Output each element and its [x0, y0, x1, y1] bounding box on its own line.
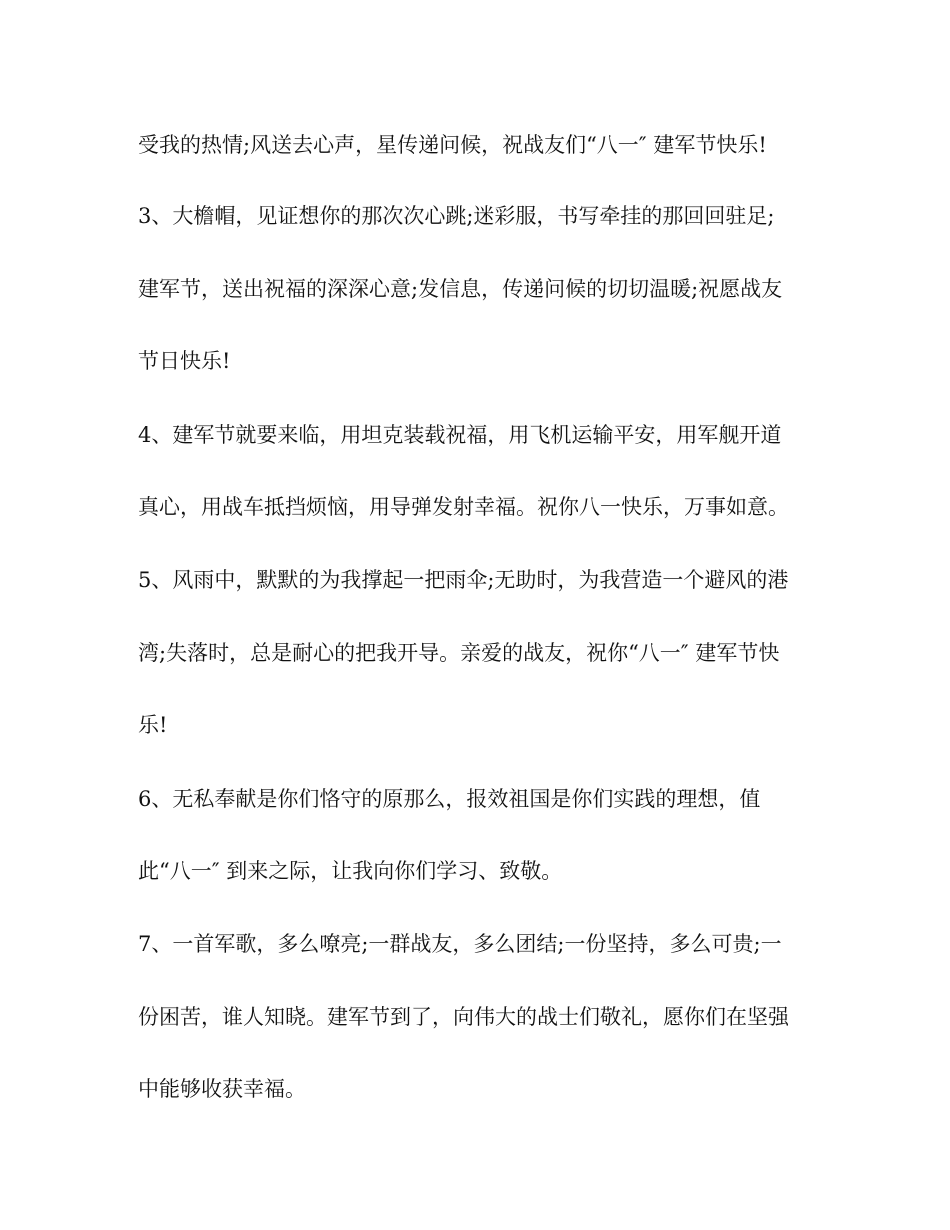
text-line: 真心，用战车抵挡烦恼，用导弹发射幸福。祝你八一快乐，万事如意。 — [138, 495, 789, 519]
text-line: 3、大檐帽，见证想你的那次次心跳;迷彩服，书写牵挂的那回回驻足; — [138, 204, 775, 228]
text-line: 份困苦，谁人知晓。建军节到了，向伟大的战士们敬礼，愿你们在坚强 — [138, 1005, 789, 1029]
text-line: 中能够收获幸福。 — [138, 1077, 306, 1101]
text-line: 6、无私奉献是你们恪守的原那么，报效祖国是你们实践的理想，值 — [138, 787, 761, 811]
text-line: 此“八一″ 到来之际，让我向你们学习、致敬。 — [138, 859, 563, 883]
text-line: 建军节，送出祝福的深深心意;发信息，传递问候的切切温暖;祝愿战友 — [138, 277, 783, 301]
text-line: 受我的热情;风送去心声，星传递问候，祝战友们“八一″ 建军节快乐! — [138, 133, 767, 157]
text-line: 湾;失落时，总是耐心的把我开导。亲爱的战友，祝你“八一″ 建军节快 — [138, 641, 780, 665]
text-line: 7、一首军歌，多么嘹亮;一群战友，多么团结;一份坚持，多么可贵;一 — [138, 932, 782, 956]
text-line: 5、风雨中，默默的为我撑起一把雨伞;无助时，为我营造一个避风的港 — [138, 568, 789, 592]
text-line: 乐! — [138, 713, 168, 737]
text-line: 节日快乐! — [138, 349, 231, 373]
text-line: 4、建军节就要来临，用坦克装载祝福，用飞机运输平安，用军舰开道 — [138, 423, 782, 447]
